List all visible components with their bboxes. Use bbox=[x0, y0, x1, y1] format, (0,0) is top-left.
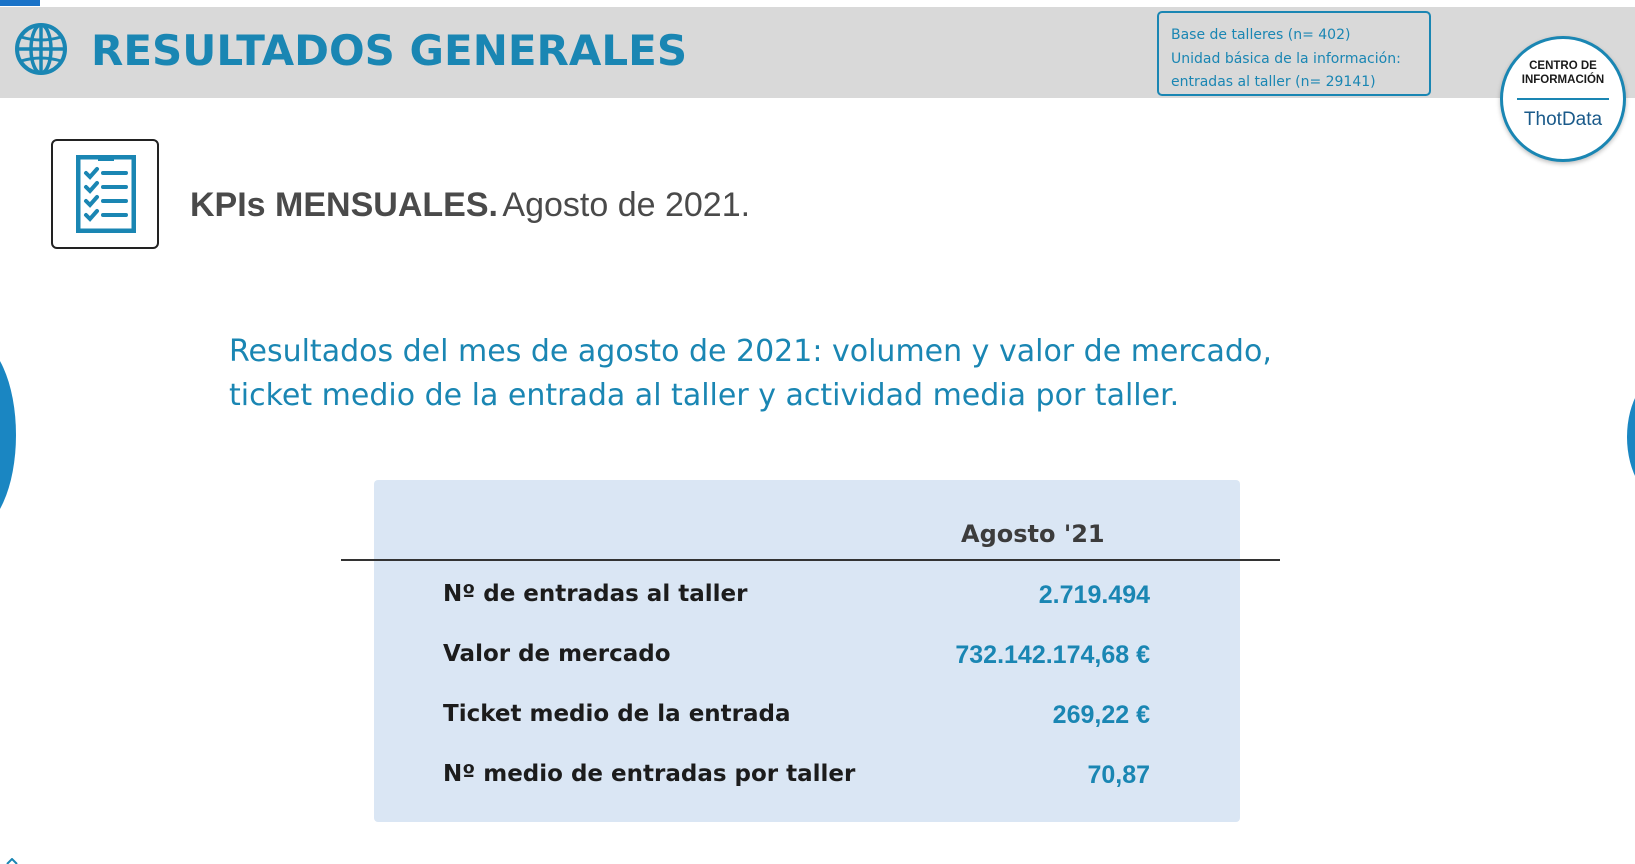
kpi-heading-period: Agosto de 2021. bbox=[502, 186, 751, 224]
base-info-line: Unidad básica de la información: bbox=[1171, 50, 1401, 67]
kpi-table-panel bbox=[374, 480, 1240, 822]
row-value-ticket-medio: 269,22 € bbox=[1052, 701, 1150, 729]
base-info-line: Base de talleres (n= 402) bbox=[1171, 27, 1351, 43]
corner-tab bbox=[0, 0, 40, 6]
logo-caption bbox=[1503, 59, 1623, 87]
subtitle-line-2: ticket medio de la entrada al taller y actividad media por taller. bbox=[229, 378, 1180, 413]
row-label-ticket-medio: Ticket medio de la entrada bbox=[443, 701, 791, 727]
base-info-box bbox=[1157, 11, 1431, 96]
kpi-icon-frame bbox=[51, 139, 159, 249]
kpi-heading-bold: KPIs MENSUALES. bbox=[190, 186, 498, 224]
base-info-line: entradas al taller (n= 29141) bbox=[1171, 74, 1376, 90]
row-value-valor-mercado: 732.142.174,68 € bbox=[955, 641, 1150, 669]
right-edge-decoration bbox=[1627, 372, 1635, 502]
page-title: RESULTADOS GENERALES bbox=[91, 26, 688, 75]
section-subtitle bbox=[229, 330, 1429, 418]
row-value-entradas: 2.719.494 bbox=[1038, 581, 1150, 609]
logo-caption-line-1: CENTRO DE bbox=[1529, 60, 1597, 72]
row-label-media-por-taller: Nº medio de entradas por taller bbox=[443, 761, 856, 787]
subtitle-line-1: Resultados del mes de agosto de 2021: volumen y valor de mercado, bbox=[229, 334, 1272, 369]
logo-caption-line-2: INFORMACIÓN bbox=[1521, 74, 1605, 86]
column-header: Agosto '21 bbox=[961, 520, 1105, 548]
checklist-icon bbox=[76, 155, 136, 233]
logo-divider bbox=[1517, 98, 1609, 100]
logo-brand: ThotData bbox=[1523, 109, 1603, 130]
header-rule bbox=[341, 559, 1280, 561]
globe-icon bbox=[14, 22, 68, 76]
row-value-media-por-taller: 70,87 bbox=[1087, 761, 1150, 789]
chevron-up-icon bbox=[6, 858, 18, 864]
thotdata-logo bbox=[1500, 36, 1626, 162]
left-edge-decoration bbox=[0, 340, 16, 530]
kpi-heading bbox=[190, 186, 750, 225]
row-label-valor-mercado: Valor de mercado bbox=[443, 641, 671, 667]
row-label-entradas: Nº de entradas al taller bbox=[443, 581, 748, 607]
